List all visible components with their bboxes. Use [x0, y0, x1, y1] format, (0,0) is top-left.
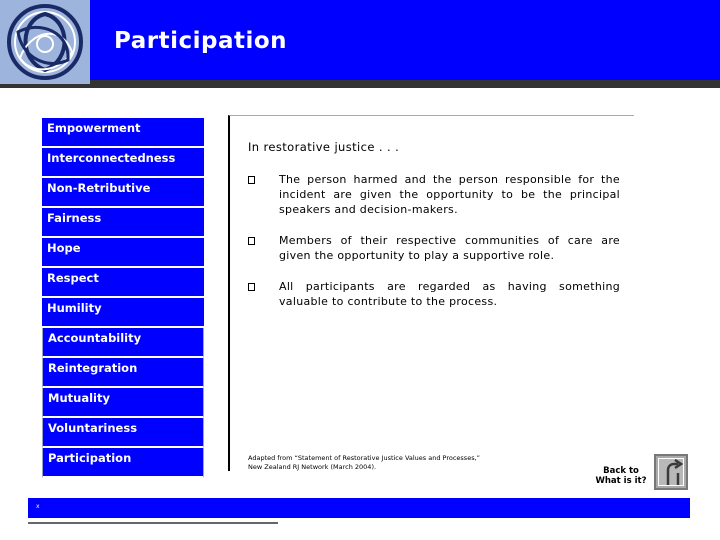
nav-item-humility[interactable]: Humility [42, 298, 204, 328]
citation [248, 454, 480, 472]
list-item [248, 172, 620, 217]
nav-item-non-retributive[interactable]: Non-Retributive [42, 178, 204, 208]
nav-item-fairness[interactable]: Fairness [42, 208, 204, 238]
nav-item-empowerment[interactable]: Empowerment [42, 118, 204, 148]
footer-mark: x [36, 503, 40, 510]
footer-rule [28, 522, 278, 524]
checkbox-bullet-icon [248, 234, 255, 249]
nav-item-reintegration[interactable]: Reintegration [42, 358, 204, 388]
checkbox-bullet-icon [248, 173, 255, 188]
nav-item-hope[interactable]: Hope [42, 238, 204, 268]
nav-item-mutuality[interactable]: Mutuality [42, 388, 204, 418]
list-item [248, 233, 620, 263]
back-link-line: What is it? [595, 476, 647, 486]
checkbox-bullet-icon [248, 280, 255, 295]
page-title: Participation [114, 28, 288, 54]
back-link[interactable] [592, 466, 650, 486]
sidebar-nav [42, 118, 204, 478]
nav-item-interconnectedness[interactable]: Interconnectedness [42, 148, 204, 178]
bullet-text: Members of their respective communities of care are given the opportunity to play a supportive role. [279, 234, 620, 262]
back-button[interactable] [654, 454, 688, 490]
list-item [248, 279, 620, 309]
nav-item-accountability[interactable]: Accountability [42, 328, 204, 358]
nav-item-respect[interactable]: Respect [42, 268, 204, 298]
header-rule [0, 80, 720, 88]
bullet-list [248, 172, 620, 325]
nav-item-voluntariness[interactable]: Voluntariness [42, 418, 204, 448]
citation-line: New Zealand RJ Network (March 2004). [248, 463, 377, 471]
bullet-text: All participants are regarded as having something valuable to contribute to the process. [279, 280, 620, 308]
header-band [0, 0, 720, 84]
intro-text: In restorative justice . . . [248, 140, 400, 154]
back-button-face [658, 458, 684, 486]
back-link-line: Back to [603, 466, 639, 476]
bullet-text: The person harmed and the person responsible for the incident are given the opportunity to be the principal speakers and decision-makers. [279, 173, 620, 216]
return-arrow-icon [659, 459, 687, 489]
citation-line: Adapted from “Statement of Restorative Justice Values and Processes,” [248, 454, 481, 462]
content-panel [228, 115, 634, 471]
footer-bar [28, 498, 690, 518]
celtic-knot-logo [0, 0, 90, 84]
nav-item-participation[interactable]: Participation [42, 448, 204, 478]
